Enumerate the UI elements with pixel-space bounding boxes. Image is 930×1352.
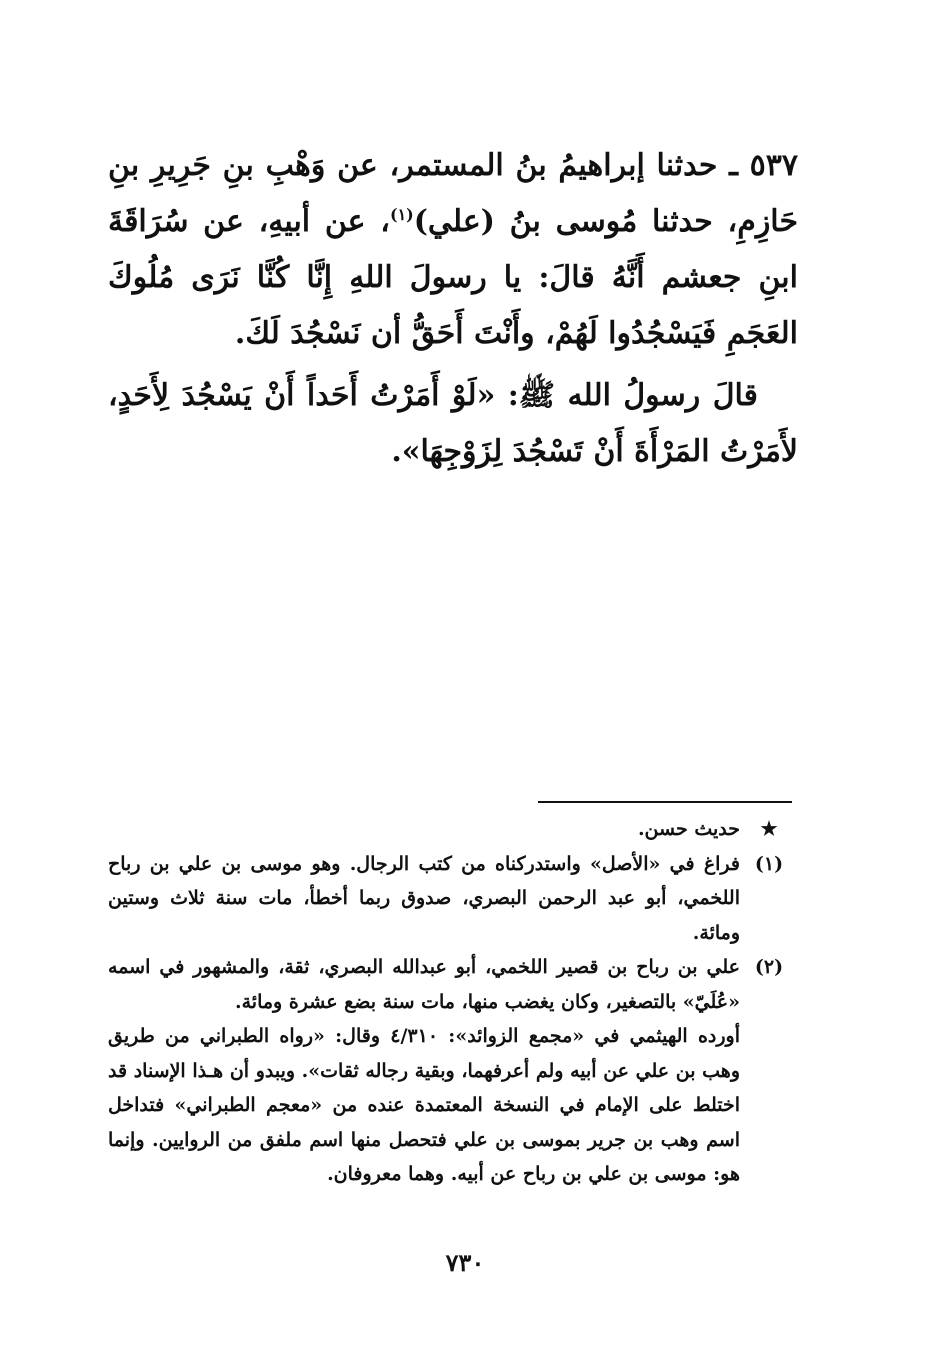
footnote-paragraph: أورده الهيثمي في «مجمع الزوائد»: ٤/٣١٠ وقال: «رواه الطبراني من طريق وهب بن علي عن أبيه ولم أعرفهما، وبقية رجاله ثقات». ويبدو أن هـذا الإسناد قد اختلط على الإمام في النسخة المعتمدة عنده من «معجم الطبراني» فتداخل اسم وهب بن جرير بموسى بن علي فتحصل منها اسم ملفق من الروايين. وإنما هو: موسى بن علي بن رباح عن أبيه. وهما معروفان. — [108, 1025, 740, 1185]
footnote-divider — [538, 801, 792, 803]
hadith-text-part-1: حدثنا إبراهيمُ بنُ المستمر، عن وَهْبِ بنِ جَرِيرِ بنِ حَازِمِ، حدثنا مُوسى بنُ (علي) — [108, 148, 798, 239]
page-number: ٧٣٠ — [445, 1248, 485, 1277]
footnote-1 — [108, 847, 798, 951]
footnote-paragraph: حديث حسن. — [637, 818, 740, 840]
hadith-text — [108, 138, 798, 480]
hadith-paragraph-2: قالَ رسولُ الله ﷺ: «لَوْ أَمَرْتُ أَحَداً أَنْ يَسْجُدَ لِأَحَدٍ، لأَمَرْتُ المَرْأَةَ أَنْ تَسْجُدَ لِزَوْجِهَا». — [108, 378, 798, 469]
footnote-marker: ★ — [760, 818, 778, 840]
hadith-dash: ـ — [717, 148, 750, 183]
hadith-paragraph-1 — [108, 138, 798, 362]
footnote-reference-1: (١) — [389, 205, 414, 224]
footnote-paragraph: علي بن رباح بن قصير اللخمي، أبو عبدالله البصري، ثقة، والمشهور في اسمه «عُلَيّ» بالتصغير، وكان يغضب منها، مات سنة بضع عشرة ومائة. — [108, 956, 740, 1013]
footnote-paragraph: فراغ في «الأصل» واستدركناه من كتب الرجال. وهو موسى بن علي بن رباح اللخمي، أبو عبد الرحمن البصري، صدوق ربما أخطأ، مات سنة ثلاث وستين ومائة. — [108, 852, 740, 944]
footnote-marker: (٢) — [754, 956, 784, 978]
hadith-number: ٥٣٧ — [749, 148, 798, 183]
hadith-text-part-2: ، عن أبيهِ، عن سُرَاقَةَ ابنِ جعشم أَنَّهُ قالَ: يا رسولَ اللهِ إِنَّا كُنَّا نَرَى مُلُوكَ العَجَمِ فَيَسْجُدُوا لَهُمْ، وأَنْتَ أَحَقُّ أن نَسْجُدَ لَكَ. — [108, 204, 798, 351]
footnote-body — [108, 950, 740, 1192]
footnote-2 — [108, 950, 798, 1192]
footnote-body — [108, 812, 740, 847]
footnote-star — [108, 812, 798, 847]
footnotes — [108, 812, 798, 1192]
footnote-body — [108, 847, 740, 951]
footnote-marker: (١) — [754, 852, 784, 875]
